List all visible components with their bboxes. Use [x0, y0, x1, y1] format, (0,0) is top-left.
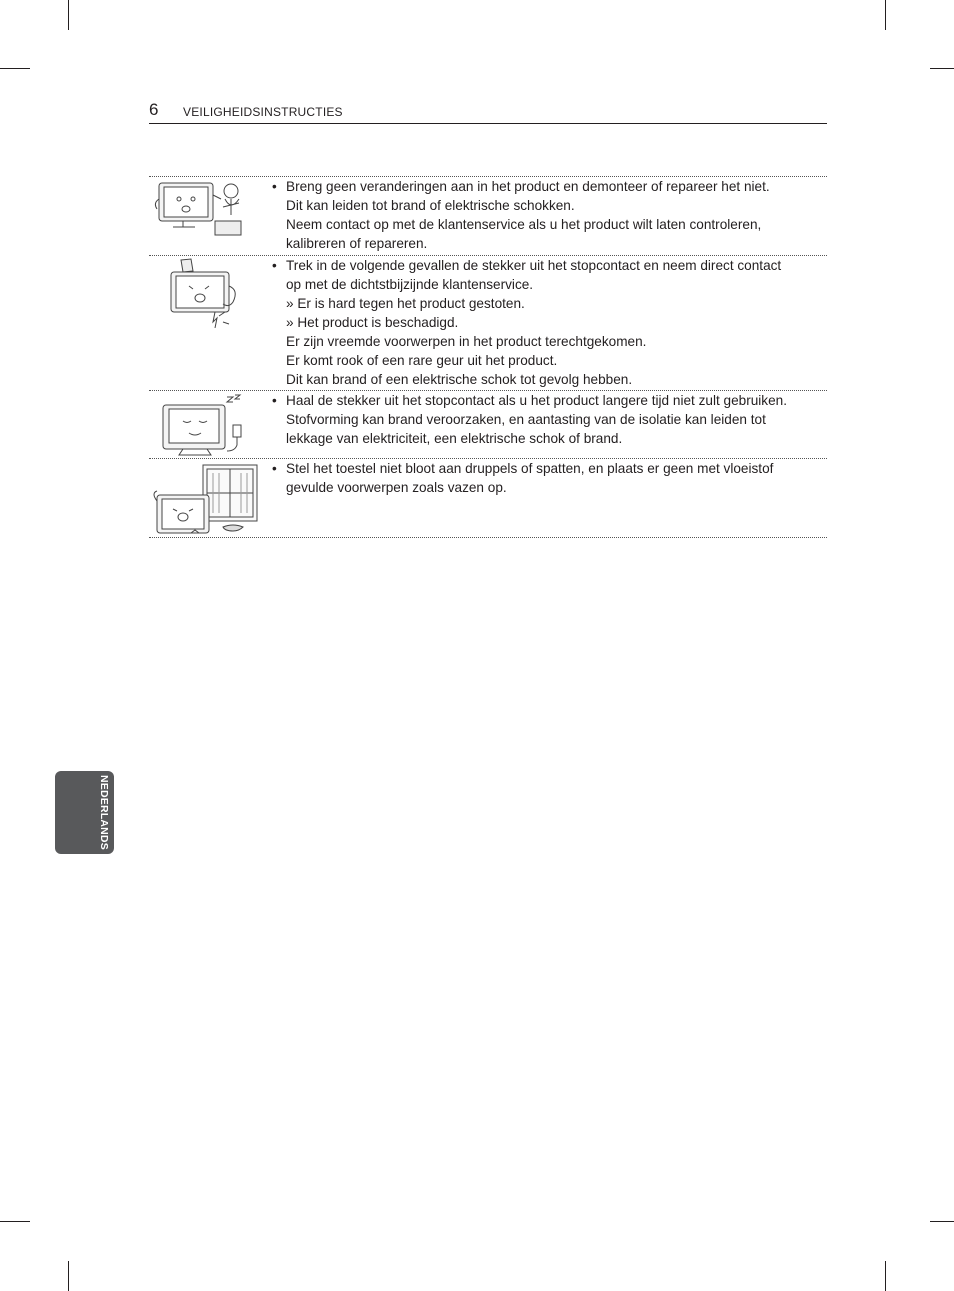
bullet: • [272, 179, 277, 194]
text-line: » Het product is beschadigd. [286, 315, 459, 330]
crop-mark [0, 1221, 30, 1222]
text-line: Stofvorming kan brand veroorzaken, en aantasting van de isolatie kan leiden tot [286, 412, 766, 427]
page-number: 6 [149, 100, 159, 119]
page-header [149, 100, 827, 124]
section-title: VEILIGHEIDSINSTRUCTIES [183, 105, 343, 119]
crop-mark [885, 1261, 886, 1291]
text-line: Dit kan leiden tot brand of elektrische schokken. [286, 198, 575, 213]
safety-item [149, 459, 827, 538]
crop-mark [68, 1261, 69, 1291]
crop-mark [68, 0, 69, 30]
tv-repair-warning-icon [153, 179, 258, 243]
crop-mark [930, 1221, 954, 1222]
language-side-tab [55, 771, 114, 854]
text-line: kalibreren of repareren. [286, 236, 428, 251]
crop-mark [885, 0, 886, 30]
safety-item-text [272, 256, 827, 389]
safety-item [149, 256, 827, 391]
safety-instructions-table [149, 176, 827, 538]
bullet: • [272, 393, 277, 408]
text-line: Er komt rook of een rare geur uit het product. [286, 353, 558, 368]
text-line: Neem contact op met de klantenservice als u het product wilt laten controleren, [286, 217, 762, 232]
crop-mark [930, 68, 954, 69]
safety-item-text [272, 459, 827, 497]
text-line: Trek in de volgende gevallen de stekker uit het stopcontact en neem direct contact [286, 258, 782, 273]
safety-item-text [272, 391, 827, 448]
bullet: • [272, 461, 277, 476]
text-line: gevulde voorwerpen zoals vazen op. [286, 480, 507, 495]
tv-water-splash-icon [153, 461, 258, 537]
crop-mark [0, 68, 30, 69]
text-line: Dit kan brand of een elektrische schok tot gevolg hebben. [286, 372, 633, 387]
tv-sleeping-unplugged-icon [153, 393, 258, 457]
text-line: Haal de stekker uit het stopcontact als u het product langere tijd niet zult gebruiken. [286, 393, 787, 408]
text-line: » Er is hard tegen het product gestoten. [286, 296, 525, 311]
text-line: lekkage van elektriciteit, een elektrische schok of brand. [286, 431, 623, 446]
text-line: Stel het toestel niet bloot aan druppels of spatten, en plaats er geen met vloeistof [286, 461, 774, 476]
text-line: op met de dichtstbijzijnde klantenservice. [286, 277, 534, 292]
safety-item [149, 391, 827, 459]
language-label: NEDERLANDS [98, 775, 110, 850]
text-line: Er zijn vreemde voorwerpen in het product terechtgekomen. [286, 334, 647, 349]
safety-item [149, 177, 827, 256]
bullet: • [272, 258, 277, 273]
safety-item-text [272, 177, 827, 253]
tv-damaged-unplug-icon [153, 258, 258, 328]
text-line: Breng geen veranderingen aan in het product en demonteer of repareer het niet. [286, 179, 770, 194]
